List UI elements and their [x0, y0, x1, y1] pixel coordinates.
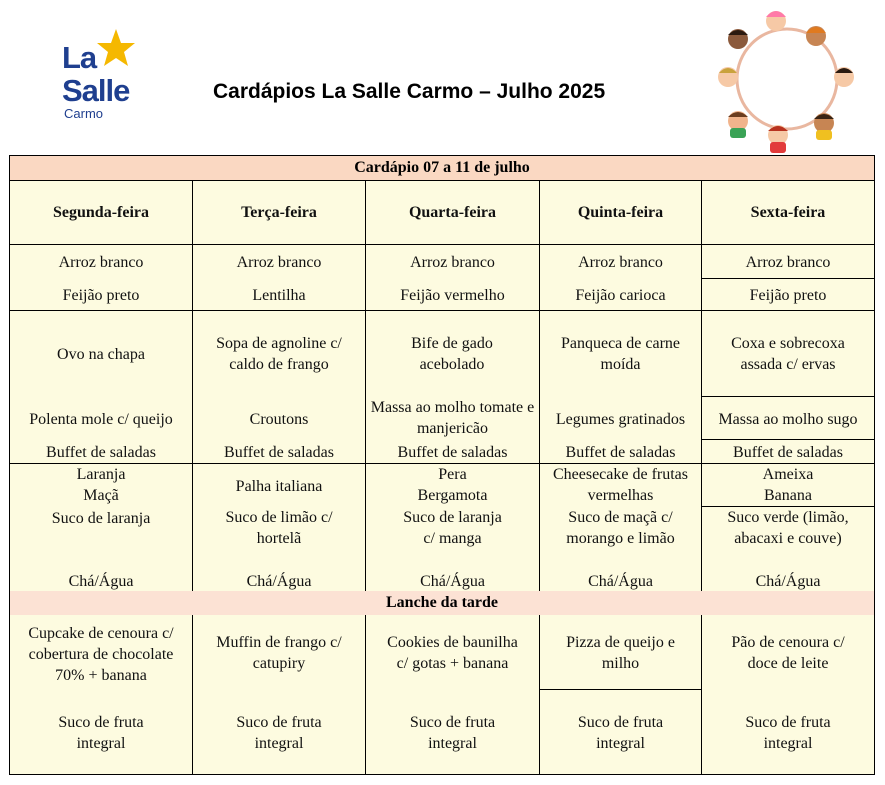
menu-item-snack-juice — [540, 712, 701, 754]
dessert-line: Ameixa — [762, 466, 814, 483]
menu-item-juice — [702, 507, 874, 549]
snack-line: Cookies de baunilha — [387, 634, 518, 651]
dessert-line: Maçã — [83, 487, 119, 504]
menu-item-main-dish: Panqueca de carne moída — [560, 335, 681, 373]
page-title: Cardápios La Salle Carmo – Julho 2025 — [213, 80, 606, 103]
juice-line: abacaxi e couve) — [734, 530, 842, 547]
snack-juice-line: Suco de fruta — [236, 714, 322, 731]
week-header: Cardápio 07 a 11 de julho — [10, 156, 874, 181]
menu-item-dessert: Palha italiana — [235, 477, 323, 495]
logo-text-la: La — [62, 40, 97, 75]
menu-item-rice: Arroz branco — [236, 253, 322, 271]
menu-item-dessert — [702, 464, 874, 506]
menu-item-beans: Feijão preto — [749, 286, 827, 304]
menu-item-rice: Arroz branco — [410, 253, 495, 271]
day-header-thursday: Quinta-feira — [577, 203, 664, 221]
menu-item-side-dish: Legumes gratinados — [555, 410, 686, 428]
row-divider — [10, 310, 874, 311]
row-divider — [701, 396, 874, 397]
snack-line: Pão de cenoura c/ — [731, 634, 845, 651]
juice-line: c/ manga — [423, 530, 482, 547]
menu-item-side-dish: Polenta mole c/ queijo — [29, 410, 173, 428]
snack-line: Muffin de frango c/ — [216, 634, 342, 651]
menu-item-beans: Feijão vermelho — [400, 286, 505, 304]
snack-juice-line: Suco de fruta — [58, 714, 144, 731]
menu-item-snack-juice — [193, 712, 365, 754]
menu-item-snack — [10, 622, 192, 686]
menu-item-main-dish: Ovo na chapa — [57, 345, 145, 363]
menu-item-salad: Buffet de saladas — [224, 443, 334, 461]
snack-juice-line: Suco de fruta — [577, 714, 664, 731]
menu-item-dessert — [540, 464, 701, 506]
dessert-line: Bergamota — [417, 487, 488, 504]
la-salle-logo — [62, 28, 142, 123]
row-divider — [701, 439, 874, 440]
menu-item-juice — [366, 507, 539, 549]
logo-text-carmo: Carmo — [64, 106, 104, 121]
snack-line: c/ gotas + banana — [396, 655, 509, 672]
menu-item-salad: Buffet de saladas — [565, 443, 676, 461]
juice-line: Suco de maçã c/ — [568, 509, 673, 526]
dessert-line: Pera — [438, 466, 467, 483]
juice-line: Suco verde (limão, — [727, 509, 849, 526]
snack-juice-line: Suco de fruta — [745, 714, 831, 731]
snack-line: milho — [601, 655, 640, 672]
juice-line: hortelã — [256, 530, 302, 547]
row-divider — [10, 244, 874, 245]
snack-line: cobertura de chocolate — [28, 645, 174, 663]
menu-item-drink: Chá/Água — [420, 572, 485, 590]
menu-item-juice — [193, 507, 365, 549]
dessert-line: Banana — [764, 487, 812, 504]
menu-table — [9, 155, 875, 775]
snack-line: Pizza de queijo e — [566, 634, 675, 651]
menu-item-juice — [540, 507, 701, 549]
menu-item-side-dish: Massa ao molho tomate e manjericão — [370, 399, 535, 437]
menu-item-rice: Arroz branco — [58, 253, 144, 271]
snack-line: catupiry — [252, 655, 306, 672]
snack-line: 70% + banana — [55, 666, 147, 684]
logo-text-salle: Salle — [62, 73, 130, 108]
menu-item-main-dish: Coxa e sobrecoxa assada c/ ervas — [731, 335, 845, 373]
menu-item-snack-juice — [366, 712, 539, 754]
snack-juice-line: integral — [428, 735, 477, 752]
dessert-line: Laranja — [76, 466, 126, 483]
menu-item-beans: Lentilha — [252, 286, 306, 304]
menu-item-juice: Suco de laranja — [51, 509, 151, 527]
snack-juice-line: Suco de fruta — [409, 714, 496, 731]
menu-item-side-dish: Croutons — [249, 410, 309, 428]
menu-item-main-dish: Bife de gado acebolado — [411, 335, 493, 373]
menu-item-snack — [540, 632, 701, 674]
dessert-line: vermelhas — [587, 487, 654, 504]
dessert-line: Cheesecake de frutas — [552, 466, 689, 483]
day-header-wednesday: Quarta-feira — [408, 203, 497, 221]
menu-item-salad: Buffet de saladas — [46, 443, 156, 461]
day-header-monday: Segunda-feira — [53, 203, 149, 221]
juice-line: Suco de limão c/ — [225, 509, 333, 526]
menu-item-snack — [366, 632, 539, 674]
snack-line: doce de leite — [747, 655, 829, 672]
menu-item-snack — [702, 632, 874, 674]
menu-item-snack-juice — [10, 712, 192, 754]
menu-item-snack-juice — [702, 712, 874, 754]
menu-item-salad: Buffet de saladas — [397, 443, 508, 461]
afternoon-snack-header: Lanche da tarde — [10, 591, 874, 615]
menu-item-drink: Chá/Água — [68, 572, 134, 590]
menu-item-side-dish: Massa ao molho sugo — [718, 410, 858, 428]
juice-line: morango e limão — [566, 530, 675, 547]
snack-juice-line: integral — [254, 735, 304, 752]
snack-juice-line: integral — [76, 735, 126, 752]
menu-item-salad: Buffet de saladas — [733, 443, 843, 461]
snack-juice-line: integral — [763, 735, 813, 752]
menu-item-snack — [193, 632, 365, 674]
menu-item-drink: Chá/Água — [755, 572, 821, 590]
menu-item-beans: Feijão preto — [62, 286, 140, 304]
menu-item-drink: Chá/Água — [246, 572, 312, 590]
menu-item-rice: Arroz branco — [745, 253, 831, 271]
menu-item-beans: Feijão carioca — [575, 286, 666, 304]
snack-line: Cupcake de cenoura c/ — [28, 624, 174, 642]
menu-item-main-dish: Sopa de agnoline c/ caldo de frango — [216, 335, 342, 373]
children-circle-illustration — [716, 3, 858, 155]
menu-item-drink: Chá/Água — [588, 572, 653, 590]
menu-item-dessert — [10, 464, 192, 506]
row-divider — [701, 278, 874, 279]
star-icon — [96, 28, 136, 68]
day-header-friday: Sexta-feira — [750, 203, 826, 221]
row-divider — [539, 689, 701, 690]
day-header-tuesday: Terça-feira — [241, 203, 317, 221]
snack-juice-line: integral — [596, 735, 645, 752]
menu-item-rice: Arroz branco — [578, 253, 663, 271]
menu-item-dessert — [366, 464, 539, 506]
juice-line: Suco de laranja — [403, 509, 502, 526]
